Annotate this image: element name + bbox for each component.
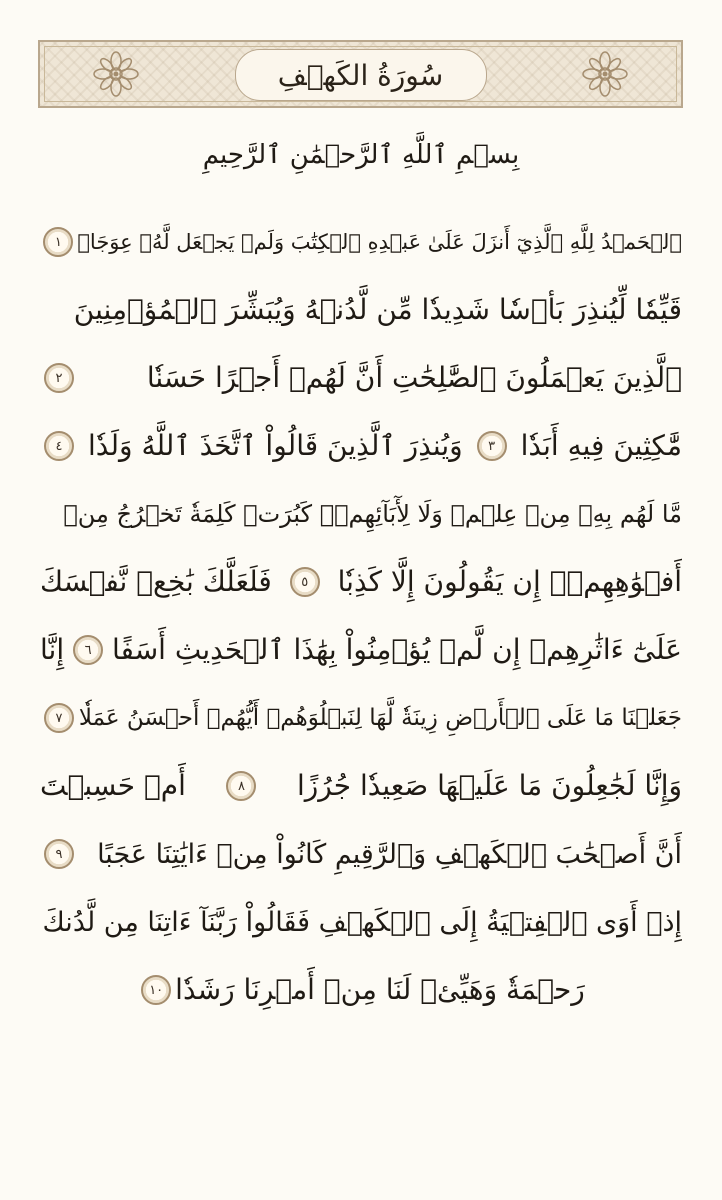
- verse-line: [40, 480, 682, 548]
- ayah-number-marker: ٦: [73, 635, 103, 665]
- verse-lines: [40, 208, 682, 1024]
- verse-text: وَيُنذِرَ ٱلَّذِينَ قَالُواْ ٱتَّخَذَ ٱللَّهُ وَلَدٗا: [88, 429, 463, 462]
- verse-text: عَلَىٰٓ ءَاثَٰرِهِمۡ إِن لَّمۡ يُؤۡمِنُواْ بِهَٰذَا ٱلۡحَدِيثِ أَسَفًا: [112, 633, 682, 666]
- verse-line: [40, 412, 682, 480]
- ayah-number-marker: ٧: [44, 703, 74, 733]
- verse-text: ٱلَّذِينَ يَعۡمَلُونَ ٱلصَّٰلِحَٰتِ أَنَّ لَهُمۡ أَجۡرًا حَسَنٗا: [146, 361, 682, 394]
- verse-text: فَلَعَلَّكَ بَٰخِعٞ نَّفۡسَكَ: [40, 565, 272, 598]
- rosette-icon: [581, 50, 629, 98]
- surah-header-frame: [38, 40, 683, 108]
- verse-text: أَنَّ أَصۡحَٰبَ ٱلۡكَهۡفِ وَٱلرَّقِيمِ كَانُواْ مِنۡ ءَايَٰتِنَا عَجَبًا: [97, 838, 682, 870]
- verse-text: قَيِّمٗا لِّيُنذِرَ بَأۡسٗا شَدِيدٗا مِّن لَّدُنۡهُ وَيُبَشِّرَ ٱلۡمُؤۡمِنِينَ: [73, 293, 682, 326]
- verse-text: مَّا لَهُم بِهِۦ مِنۡ عِلۡمٖ وَلَا لِأٓبَآئِهِمۡۚ كَبُرَتۡ كَلِمَةٗ تَخۡرُجُ مِنۡ: [63, 500, 682, 528]
- ayah-number-marker: ٢: [44, 363, 74, 393]
- verse-line-final: [40, 956, 682, 1024]
- surah-title: سُورَةُ الكَهۡفِ: [277, 58, 444, 92]
- verse-text: مَّٰكِثِينَ فِيهِ أَبَدٗا: [520, 429, 682, 462]
- surah-title-cartouche: [235, 49, 487, 101]
- verse-text: أَفۡوَٰهِهِمۡۚ إِن يَقُولُونَ إِلَّا كَذِبٗا: [337, 565, 682, 598]
- ayah-number-marker: ٣: [477, 431, 507, 461]
- ayah-number-marker: ٨: [226, 771, 256, 801]
- verse-text: إِنَّا: [40, 633, 65, 666]
- verse-text: ٱلۡحَمۡدُ لِلَّهِ ٱلَّذِيٓ أَنزَلَ عَلَىٰ عَبۡدِهِ ٱلۡكِتَٰبَ وَلَمۡ يَجۡعَل لَّهُۥ عِوَجَاۜ: [77, 229, 682, 254]
- ayah-number-marker: ١: [43, 227, 73, 257]
- rosette-icon: [92, 50, 140, 98]
- verse-line: [40, 548, 682, 616]
- verse-text: وَإِنَّا لَجَٰعِلُونَ مَا عَلَيۡهَا صَعِيدٗا جُرُزًا: [297, 769, 682, 802]
- verse-text: أَمۡ حَسِبۡتَ: [40, 769, 186, 802]
- verse-text: جَعَلۡنَا مَا عَلَى ٱلۡأَرۡضِ زِينَةٗ لَّهَا لِنَبۡلُوَهُمۡ أَيُّهُمۡ أَحۡسَنُ عَمَلٗا: [78, 704, 682, 731]
- ayah-number-marker: ١٠: [141, 975, 171, 1005]
- verse-text: رَحۡمَةٗ وَهَيِّئۡ لَنَا مِنۡ أَمۡرِنَا رَشَدٗا: [175, 973, 585, 1006]
- ayah-number-marker: ٩: [44, 839, 74, 869]
- ayah-number-marker: ٤: [44, 431, 74, 461]
- ayah-number-marker: ٥: [290, 567, 320, 597]
- verse-line: [40, 888, 682, 956]
- verse-line: [40, 276, 682, 344]
- basmala: بِسۡمِ ٱللَّهِ ٱلرَّحۡمَٰنِ ٱلرَّحِيمِ: [202, 140, 520, 170]
- verse-line: [40, 616, 682, 684]
- verse-line: [40, 208, 682, 276]
- verse-line: [40, 752, 682, 820]
- verse-line: [40, 820, 682, 888]
- verse-line: [40, 344, 682, 412]
- verse-line: [40, 684, 682, 752]
- verse-text: إِذۡ أَوَى ٱلۡفِتۡيَةُ إِلَى ٱلۡكَهۡفِ فَقَالُواْ رَبَّنَآ ءَاتِنَا مِن لَّدُنكَ: [42, 906, 682, 938]
